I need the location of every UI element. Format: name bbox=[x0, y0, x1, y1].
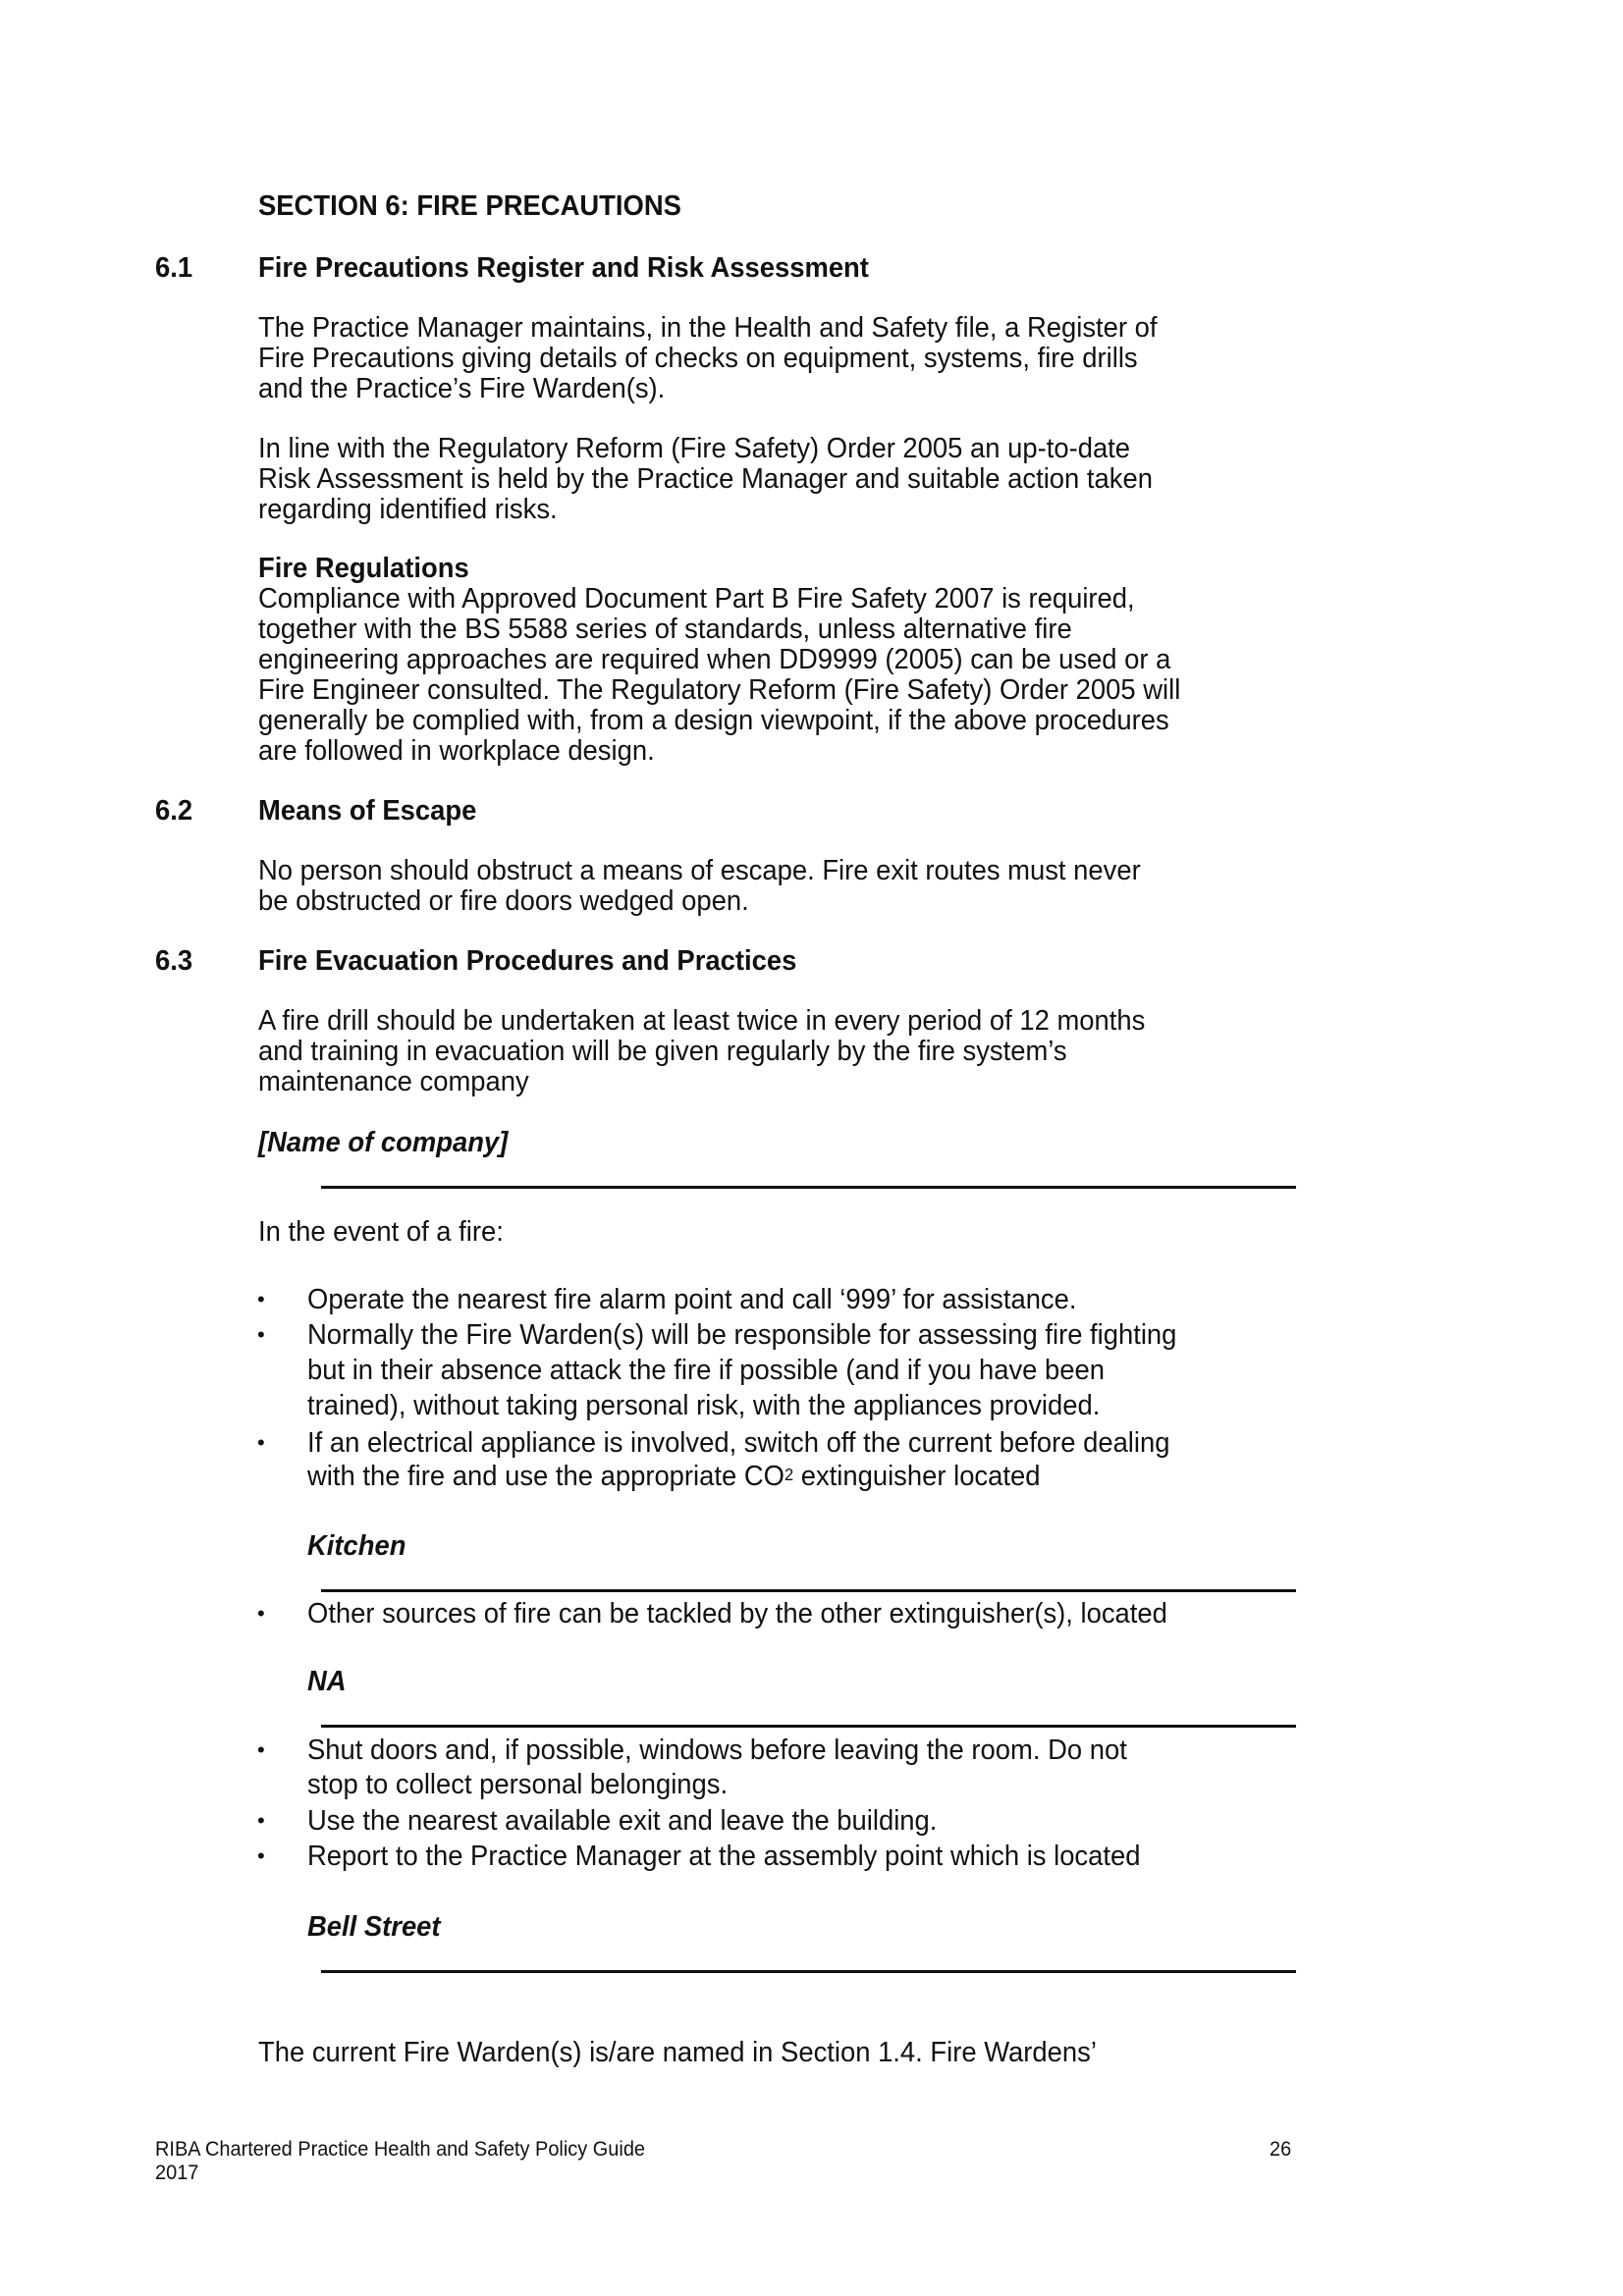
other-extinguisher-location: NA bbox=[307, 1666, 347, 1697]
heading-6-1: Fire Precautions Register and Risk Assessment bbox=[258, 252, 869, 284]
bullet-icon: • bbox=[257, 1287, 265, 1311]
list-item: Other sources of fire can be tackled by the other extinguisher(s), located bbox=[307, 1598, 1167, 1629]
paragraph-line: In line with the Regulatory Reform (Fire Safety) Order 2005 an up-to-date bbox=[258, 433, 1131, 464]
heading-6-2: Means of Escape bbox=[258, 795, 477, 827]
list-item: Report to the Practice Manager at the assembly point which is located bbox=[307, 1841, 1141, 1872]
list-item: Operate the nearest fire alarm point and call ‘999’ for assistance. bbox=[307, 1284, 1077, 1315]
list-item: Shut doors and, if possible, windows before leaving the room. Do not bbox=[307, 1735, 1127, 1766]
heading-6-3: Fire Evacuation Procedures and Practices bbox=[258, 945, 797, 977]
co2-extinguisher-location: Kitchen bbox=[307, 1530, 406, 1562]
bullet-icon: • bbox=[257, 1430, 265, 1455]
paragraph-line: Fire Precautions giving details of checks on equipment, systems, fire drills bbox=[258, 343, 1138, 374]
list-item-line: trained), without taking personal risk, with the appliances provided. bbox=[307, 1390, 1101, 1421]
list-item-line: but in their absence attack the fire if possible (and if you have been bbox=[307, 1355, 1106, 1386]
section-title: SECTION 6: FIRE PRECAUTIONS bbox=[258, 190, 681, 222]
fill-in-line bbox=[321, 1725, 1296, 1728]
list-item: If an electrical appliance is involved, switch off the current before dealing bbox=[307, 1427, 1170, 1459]
paragraph-line: be obstructed or fire doors wedged open. bbox=[258, 885, 749, 917]
paragraph-line: The Practice Manager maintains, in the Health and Safety file, a Register of bbox=[258, 312, 1158, 344]
bullet-icon: • bbox=[257, 1808, 265, 1833]
paragraph-line: No person should obstruct a means of escape. Fire exit routes must never bbox=[258, 855, 1141, 886]
assembly-point-location: Bell Street bbox=[307, 1911, 441, 1943]
closing-text: The current Fire Warden(s) is/are named in Section 1.4. Fire Wardens’ bbox=[258, 2037, 1097, 2068]
paragraph-line: engineering approaches are required when DD9999 (2005) can be used or a bbox=[258, 644, 1171, 675]
list-item-line: stop to collect personal belongings. bbox=[307, 1769, 729, 1800]
paragraph-line: Fire Engineer consulted. The Regulatory Reform (Fire Safety) Order 2005 will bbox=[258, 674, 1181, 706]
superscript: 2 bbox=[784, 1465, 794, 1484]
event-intro: In the event of a fire: bbox=[258, 1216, 504, 1248]
fill-in-line bbox=[321, 1186, 1296, 1189]
paragraph-line: and training in evacuation will be given regularly by the fire system’s bbox=[258, 1036, 1067, 1067]
paragraph-line: maintenance company bbox=[258, 1066, 529, 1097]
bullet-icon: • bbox=[257, 1322, 265, 1347]
paragraph-line: together with the BS 5588 series of standards, unless alternative fire bbox=[258, 614, 1072, 645]
paragraph-line: are followed in workplace design. bbox=[258, 735, 655, 767]
section-number-6-3: 6.3 bbox=[155, 945, 193, 977]
paragraph-line: A fire drill should be undertaken at least twice in every period of 12 months bbox=[258, 1005, 1146, 1037]
paragraph-line: and the Practice’s Fire Warden(s). bbox=[258, 373, 666, 404]
paragraph-line: Compliance with Approved Document Part B Fire Safety 2007 is required, bbox=[258, 583, 1135, 614]
text: extinguisher located bbox=[793, 1461, 1041, 1492]
section-number-6-1: 6.1 bbox=[155, 252, 193, 284]
subheading-fire-regulations: Fire Regulations bbox=[258, 553, 469, 584]
paragraph-line: generally be complied with, from a design viewpoint, if the above procedures bbox=[258, 705, 1169, 736]
list-item: Use the nearest available exit and leave the building. bbox=[307, 1805, 938, 1837]
bullet-icon: • bbox=[257, 1737, 265, 1762]
bullet-icon: • bbox=[257, 1843, 265, 1868]
footer-title: RIBA Chartered Practice Health and Safety Policy Guide bbox=[155, 2138, 646, 2161]
section-number-6-2: 6.2 bbox=[155, 795, 193, 827]
page-number: 26 bbox=[1270, 2138, 1292, 2161]
bullet-icon: • bbox=[257, 1601, 265, 1626]
footer-year: 2017 bbox=[155, 2162, 199, 2184]
paragraph-line: regarding identified risks. bbox=[258, 494, 558, 525]
paragraph-line: Risk Assessment is held by the Practice Manager and suitable action taken bbox=[258, 463, 1153, 495]
company-name-field: [Name of company] bbox=[258, 1127, 509, 1158]
list-item: Normally the Fire Warden(s) will be responsible for assessing fire fighting bbox=[307, 1319, 1177, 1351]
list-item-line bbox=[307, 1460, 1040, 1493]
fill-in-line bbox=[321, 1970, 1296, 1973]
text: with the fire and use the appropriate CO bbox=[307, 1461, 784, 1492]
fill-in-line bbox=[321, 1589, 1296, 1592]
